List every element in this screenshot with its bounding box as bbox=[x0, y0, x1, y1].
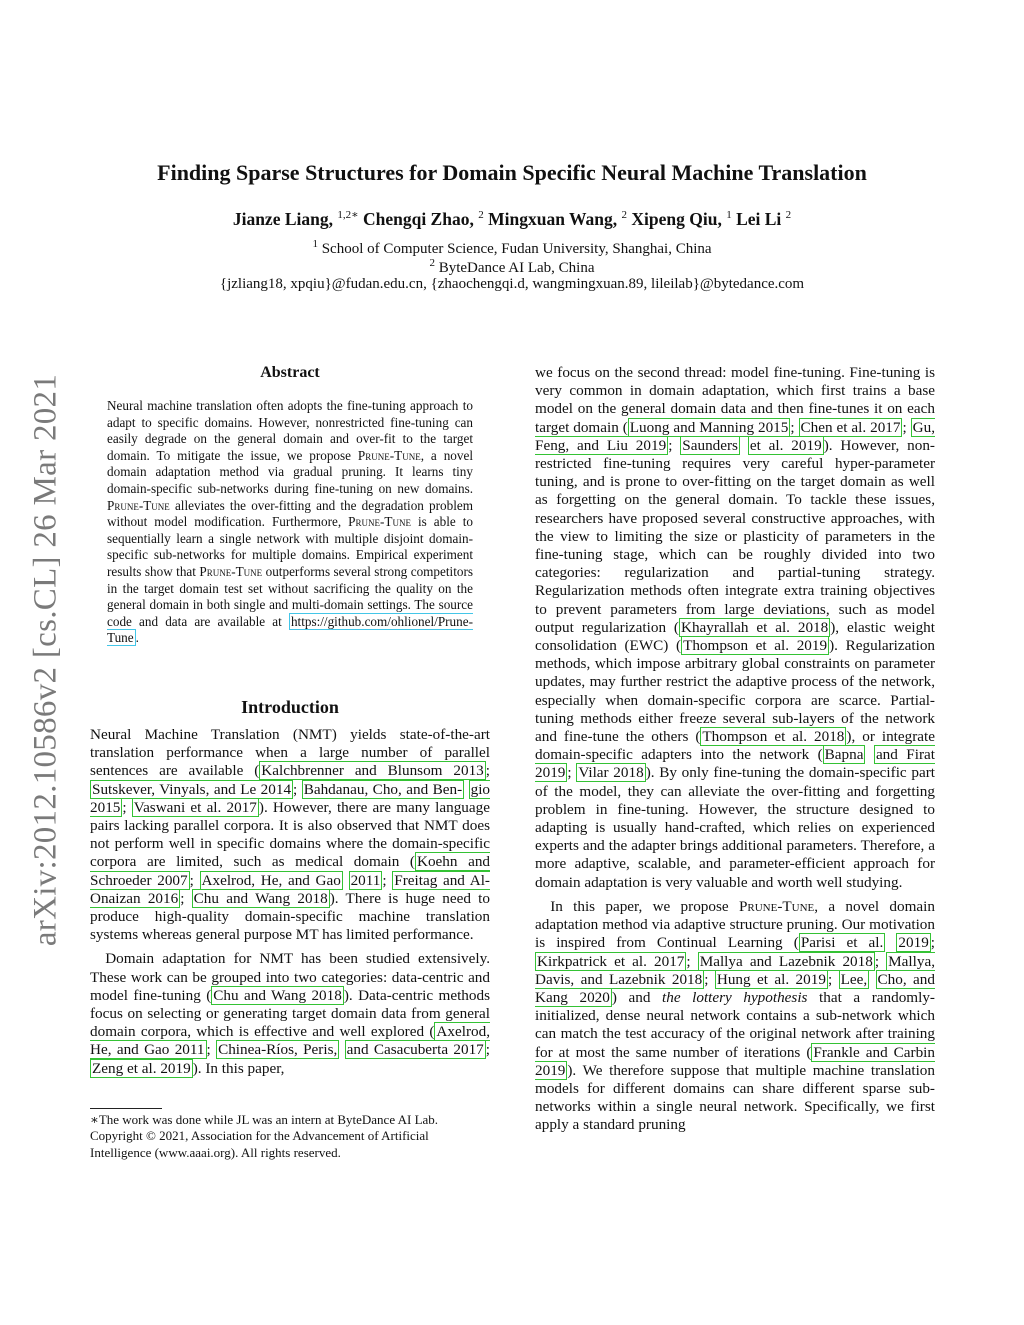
footnote-rule bbox=[90, 1108, 162, 1109]
citation-link[interactable]: Hung et al. 2019 bbox=[716, 970, 826, 988]
author-name: Lei Li bbox=[736, 208, 782, 229]
citation-link[interactable]: Freitag and Al-Onaizan 2016 bbox=[90, 871, 490, 907]
citation-link[interactable]: Mallya, Davis, and Lazebnik 2018 bbox=[535, 952, 935, 988]
source-code-link[interactable]: https://github.com/ohlionel/Prune-Tune bbox=[107, 613, 473, 646]
citation-link[interactable]: Frankle and Carbin 2019 bbox=[535, 1043, 935, 1079]
citation-link[interactable]: Gu, Feng, and Liu 2019 bbox=[535, 418, 935, 454]
left-column-text: Neural Machine Translation (NMT) yields state-of-the-art translation performance when a large number of parallel sentences are available ( Kalchbrenner and Blunsom 2013 ; Sutskever, Vinyals, and Le 2014 ; Bahdanau, Cho, and Ben- gio 2015 ; Vaswani et al. 2017 ). However, there are many language pairs lacking parallel corpora. It is also observed that NMT does not perform well in specific domains where the domain-specific corpora are limited, such as medical domain ( Koehn and Schroeder 2007 ; Axelrod, He, and Gao 2011 ; Freitag and Al-Onaizan 2016 ; Chu and Wang 2018 ). There is huge need to produce high-quality domain-specific machine translation systems whereas general purpose MT has limited performance. Domain adaptation for NMT has been studied extensively. These work can be grouped into two categories: data-centric and model fine-tuning ( Chu and Wang 2018 ). Data-centric methods focus on selecting or generating target domain data from general domain corpora, which is effective and well explored ( Axelrod, He, and Gao 2011 ; Chinea-Ríos, Peris, and Casacuberta 2017 ; Zeng et al. 2019 ). In this paper, bbox=[90, 726, 491, 1077]
author-name: Chengqi Zhao, bbox=[362, 208, 474, 229]
citation-link[interactable]: Zeng et al. 2019 bbox=[92, 1059, 191, 1077]
citation-link[interactable]: Lee, bbox=[840, 970, 868, 988]
author-emails: {jzliang18, xpqiu}@fudan.edu.cn, {zhaochengqi.d, wangmingxuan.89, lileilab}@bytedance.com bbox=[219, 276, 805, 292]
paper-title: Finding Sparse Structures for Domain Specific Neural Machine Translation bbox=[157, 160, 867, 185]
introduction-heading: Introduction bbox=[241, 697, 339, 717]
citation-link[interactable]: Luong and Manning 2015 bbox=[629, 418, 789, 436]
citation-link[interactable]: Cho, and Kang 2020 bbox=[535, 970, 935, 1006]
citation-link[interactable]: Bahdanau, Cho, and Ben- bbox=[303, 780, 463, 798]
citation-link[interactable]: Kirkpatrick et al. 2017 bbox=[537, 952, 685, 970]
citation-link[interactable]: and Casacuberta 2017 bbox=[346, 1041, 484, 1059]
author-name: Jianze Liang, bbox=[232, 208, 333, 229]
citation-link[interactable]: Chen et al. 2017 bbox=[800, 418, 901, 436]
affiliation-1: $^1$ School of Computer Science, Fudan University, Shanghai, China bbox=[312, 238, 712, 257]
citation-link[interactable]: Saunders bbox=[682, 436, 738, 454]
arxiv-identifier: arXiv:2012.10586v2 [cs.CL] 26 Mar 2021 bbox=[27, 373, 64, 947]
citation-link[interactable]: gio 2015 bbox=[90, 780, 491, 816]
citation-link[interactable]: Chu and Wang 2018 bbox=[193, 889, 328, 907]
citation-link[interactable]: Thompson et al. 2018 bbox=[702, 728, 845, 746]
author-list: Jianze Liang, $^{1,2∗}$ Chengqi Zhao, $^2$ Mingxuan Wang, $^2$ Xipeng Qiu, $^1$ Lei Li $^2$ bbox=[232, 208, 792, 229]
citation-link[interactable]: Vilar 2018 bbox=[578, 764, 644, 782]
abstract-text: Neural machine translation often adopts the fine-tuning approach to adapt to specific domains. However, nonrestricted fine-tuning can easily degrade on the general domain and over-fit to the target domain. To mitigate the issue, we propose Prune-Tune, a novel domain adaptation method via gradual pruning. It learns tiny domain-specific sub-networks during fine-tuning on new domains. Prune-Tune alleviates the over-fitting and the degradation problem without model modification. Furthermore, Prune-Tune is able to sequentially learn a single network with multiple disjoint domain-specific sub-networks for multiple domains. Empirical experiment results show that Prune-Tune outperforms several strong competitors in the target domain test set without sacrificing the quality on the general domain in both single and multi-domain settings. The source code and data are available at https://github.com/ohlionel/Prune-Tune . bbox=[107, 398, 473, 646]
citation-link[interactable]: 2011 bbox=[350, 871, 381, 889]
footnote-area bbox=[90, 1112, 490, 1161]
author-name: Xipeng Qiu, bbox=[631, 208, 722, 229]
citation-link[interactable]: Chinea-Ríos, Peris, bbox=[218, 1041, 338, 1059]
citation-link[interactable]: Khayrallah et al. 2018 bbox=[681, 618, 829, 636]
citation-link[interactable]: Thompson et al. 2019 bbox=[683, 637, 828, 655]
citation-link[interactable]: Bapna bbox=[824, 746, 864, 764]
citation-link[interactable]: Sutskever, Vinyals, and Le 2014 bbox=[92, 780, 292, 798]
citation-link[interactable]: Koehn and Schroeder 2007 bbox=[90, 853, 491, 889]
citation-link[interactable]: Axelrod, He, and Gao 2011 bbox=[90, 1023, 490, 1059]
abstract-heading: Abstract bbox=[260, 364, 320, 381]
affiliation-2: $^2$ ByteDance AI Lab, China bbox=[429, 257, 595, 276]
citation-link[interactable]: and Firat 2019 bbox=[535, 746, 935, 782]
footnote-text: ∗The work was done while JL was an intern at ByteDance AI Lab. bbox=[90, 1112, 439, 1127]
citation-link[interactable]: et al. 2019 bbox=[749, 436, 822, 454]
citation-link[interactable]: Parisi et al. bbox=[800, 934, 884, 952]
citation-link[interactable]: Axelrod, He, and Gao bbox=[201, 871, 341, 889]
author-name: Mingxuan Wang, bbox=[488, 208, 618, 229]
citation-link[interactable]: Kalchbrenner and Blunsom 2013 bbox=[261, 762, 484, 780]
citation-link[interactable]: Chu and Wang 2018 bbox=[213, 986, 342, 1004]
copyright-notice: Copyright © 2021, Association for the Advancement of Artificial Intelligence (www.aaai.org). All rights reserved. bbox=[90, 1128, 429, 1160]
citation-link[interactable]: Mallya and Lazebnik 2018 bbox=[699, 952, 873, 970]
right-column-text: we focus on the second thread: model fine-tuning. Fine-tuning is very common in domain adaptation, which first trains a base model on the general domain data and then fine-tunes it on each target domain ( Luong and Manning 2015 ; Chen et al. 2017 ; Gu, Feng, and Liu 2019 ; Saunders et al. 2019 ). However, non-restricted fine-tuning requires very careful hyper-parameter tuning, and is prone to over-fitting on the target domain as well as forgetting on the general domain. To tackle these issues, researchers have proposed several constructive approaches, with the view to limiting the size or plasticity of parameters in the fine-tuning stage, which can be roughly divided into two categories: regularization and partial-tuning strategy. Regularization methods often integrate extra training objectives to prevent parameters from large deviations, such as model output regularization ( Khayrallah et al. 2018 ), elastic weight consolidation (EWC) ( Thompson et al. 2019 ). Regularization methods, which impose arbitrary global constraints on parameter updates, may further restrict the adaptive process of the network, especially when domain-specific corpora are scarce. Partial-tuning methods either freeze several sub-layers of the network and fine-tune the others ( Thompson et al. 2018 ), or integrate domain-specific adapters into the network ( Bapna and Firat 2019 ; Vilar 2018 ). By only fine-tuning the domain-specific part of the model, they can alleviate the over-fitting and forgetting problem in fine-tuning. However, the structure designed to adapting is usually hand-crafted, which relies on experienced experts and the adapter brings additional parameters. Therefore, a more adaptive, scalable, and parameter-efficient approach for domain adaptation is very valuable and worth well studying. In this paper, we propose Prune-Tune, a novel domain adaptation method via adaptive structure pruning. Our motivation is inspired from Continual Learning ( Parisi et al. 2019 ; Kirkpatrick et al. 2017 ; Mallya and Lazebnik 2018 ; Mallya, Davis, and Lazebnik 2018 ; Hung et al. 2019 ; Lee, Cho, and Kang 2020 ) and the lottery hypothesis that a randomly-initialized, dense neural network contains a sub-network which can match the test accuracy of the original network after training for at most the same number of iterations ( Frankle and Carbin 2019 ). We therefore suppose that multiple machine translation models for different domains can share different sparse sub-networks within a single neural network. Specifically, we first apply a standard pruning bbox=[535, 364, 936, 1134]
citation-link[interactable]: 2019 bbox=[898, 934, 929, 952]
citation-link[interactable]: Vaswani et al. 2017 bbox=[133, 798, 257, 816]
